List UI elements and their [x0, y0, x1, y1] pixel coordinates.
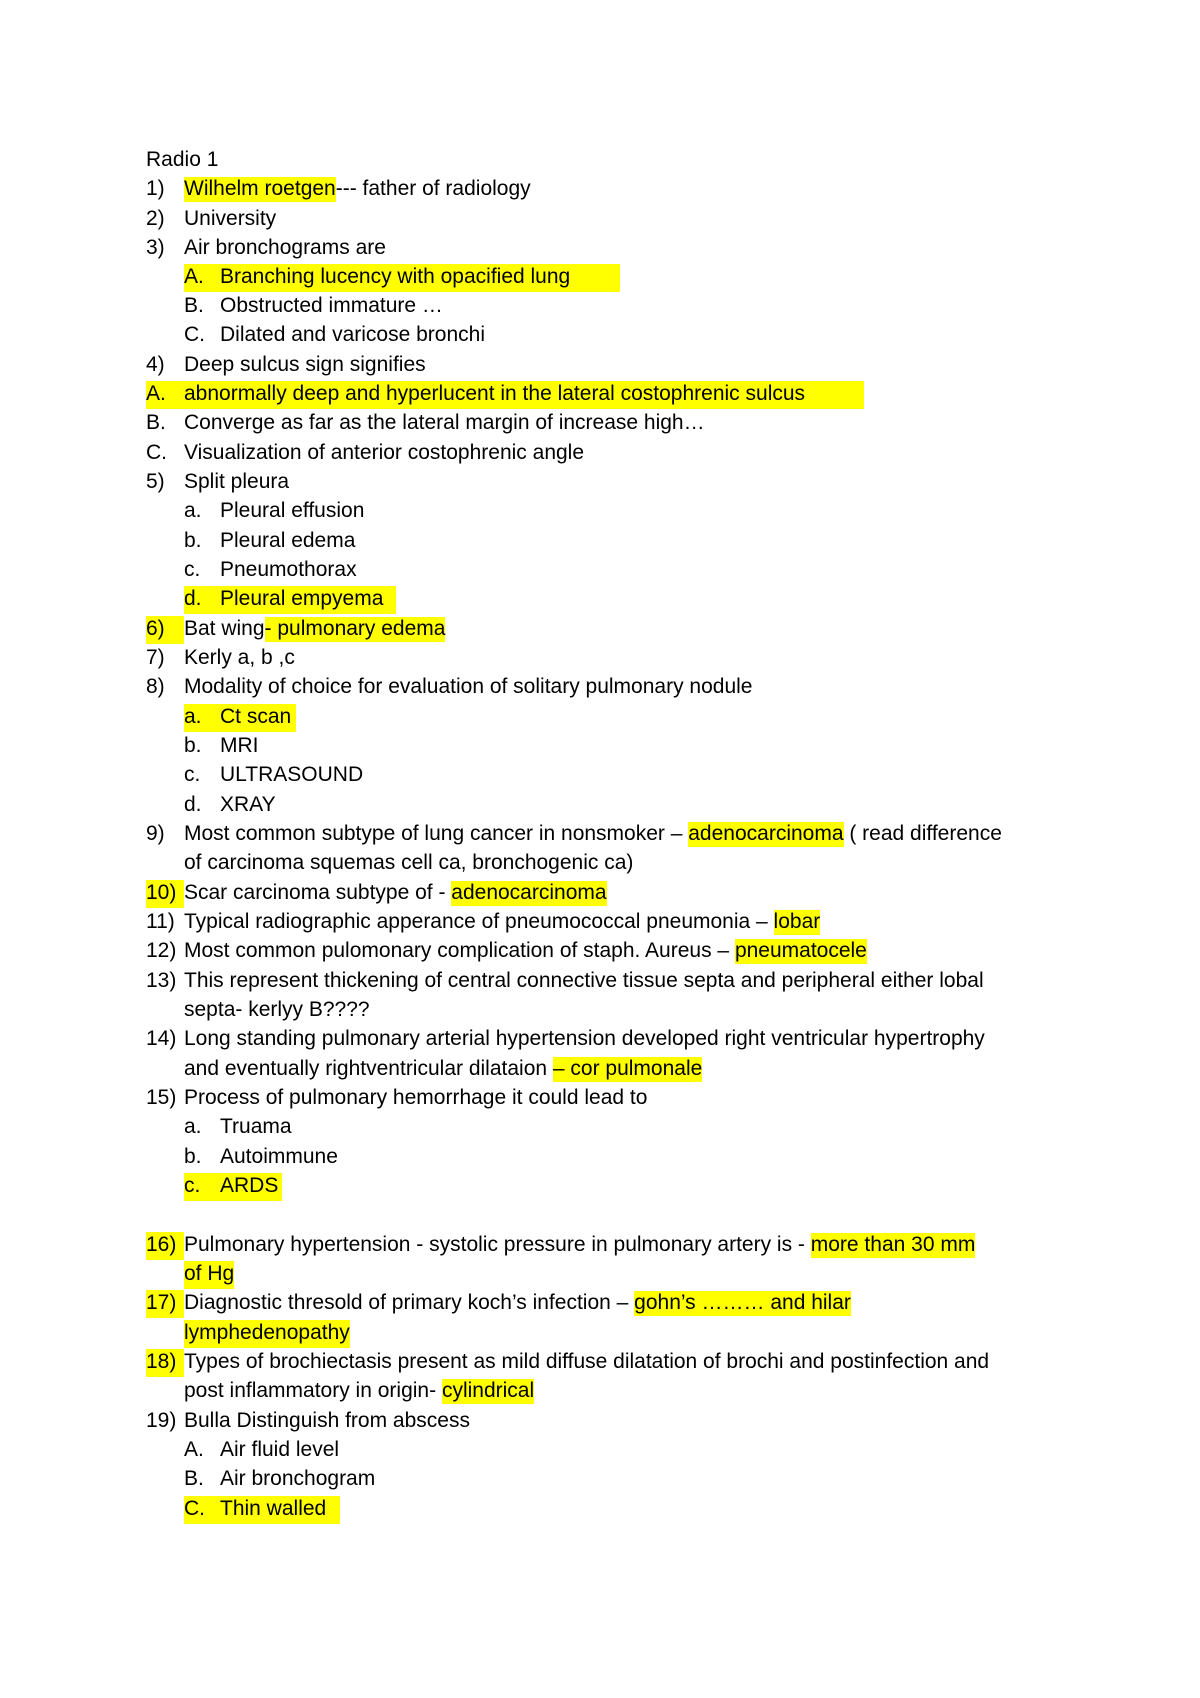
question-text: Long standing pulmonary arterial hypertension developed right ventricular hypertrophy [184, 1027, 985, 1050]
option-marker: B. [184, 294, 204, 317]
option-marker: d. [184, 587, 202, 610]
option-marker: C. [146, 441, 167, 464]
question-number: 1) [146, 177, 165, 200]
question-text: of carcinoma squemas cell ca, bronchogenic ca) [184, 851, 634, 874]
option-marker: B. [184, 1467, 204, 1490]
option-marker: c. [184, 763, 201, 786]
answer-highlight: – cor pulmonale [552, 1057, 703, 1080]
question-text: Process of pulmonary hemorrhage it could lead to [184, 1086, 648, 1109]
question-text: Most common pulomonary complication of staph. Aureus – [184, 939, 735, 962]
answer-highlight [184, 1173, 282, 1201]
option-text: Visualization of anterior costophrenic angle [184, 441, 585, 464]
option-marker: d. [184, 793, 202, 816]
question-text: Typical radiographic apperance of pneumococcal pneumonia – [184, 910, 774, 933]
option-marker: a. [184, 1115, 202, 1138]
answer-highlight: Wilhelm roetgen [184, 177, 336, 200]
option-text: MRI [220, 734, 259, 757]
question-number: 7) [146, 646, 165, 669]
answer-highlight: adenocarcinoma [451, 881, 607, 904]
question-number: 3) [146, 236, 165, 259]
option-text: abnormally deep and hyperlucent in the lateral costophrenic sulcus [184, 382, 806, 405]
question-number: 8) [146, 675, 165, 698]
question-text: Bulla Distinguish from abscess [184, 1409, 470, 1432]
question-number: 15) [146, 1086, 177, 1109]
question-number: 9) [146, 822, 165, 845]
option-marker: B. [146, 411, 166, 434]
question-text: Kerly a, b ,c [184, 646, 295, 669]
question-number: 6) [146, 616, 184, 644]
question-number: 4) [146, 353, 165, 376]
question-number: 2) [146, 207, 165, 230]
option-marker: a. [184, 705, 202, 728]
answer-highlight [184, 586, 396, 614]
option-marker: C. [184, 1497, 205, 1520]
question-text: ( read difference [843, 822, 1002, 845]
option-text: ULTRASOUND [220, 763, 364, 786]
answer-highlight: of Hg [184, 1261, 234, 1289]
question-text: Types of brochiectasis present as mild diffuse dilatation of brochi and postinfection and [184, 1350, 990, 1373]
question-text: University [184, 207, 277, 230]
answer-highlight: pneumatocele [734, 939, 867, 962]
option-text: Autoimmune [220, 1145, 338, 1168]
option-text: Pneumothorax [220, 558, 357, 581]
option-marker: b. [184, 734, 202, 757]
answer-highlight: more than 30 mm [810, 1233, 976, 1256]
document-title: Radio 1 [146, 148, 219, 171]
option-text: Dilated and varicose bronchi [220, 323, 485, 346]
question-number: 12) [146, 939, 177, 962]
question-text: Split pleura [184, 470, 290, 493]
answer-highlight: lymphedenopathy [184, 1320, 350, 1348]
option-text: XRAY [220, 793, 276, 816]
question-text: --- father of radiology [335, 177, 531, 200]
question-number: 11) [146, 910, 175, 933]
answer-highlight: adenocarcinoma [688, 822, 844, 845]
option-marker: C. [184, 323, 205, 346]
option-marker: c. [184, 1174, 201, 1197]
option-text: Air fluid level [220, 1438, 340, 1461]
option-text: Pleural edema [220, 529, 356, 552]
answer-highlight: gohn’s ……… and hilar [634, 1291, 851, 1314]
option-marker: a. [184, 499, 202, 522]
option-text: Pleural empyema [220, 587, 384, 610]
question-number: 14) [146, 1027, 177, 1050]
answer-highlight: - pulmonary edema [264, 617, 446, 640]
question-text: This represent thickening of central connective tissue septa and peripheral either lobal [184, 969, 984, 992]
question-number: 5) [146, 470, 165, 493]
answer-highlight: cylindrical [441, 1379, 535, 1402]
question-number: 19) [146, 1409, 177, 1432]
option-text: Obstructed immature … [220, 294, 443, 317]
question-number: 16) [146, 1232, 184, 1260]
answer-highlight [184, 1496, 340, 1524]
answer-highlight: lobar [773, 910, 821, 933]
question-number: 18) [146, 1349, 184, 1377]
question-number: 13) [146, 969, 177, 992]
question-text: Most common subtype of lung cancer in nonsmoker – [184, 822, 689, 845]
option-text: Thin walled [220, 1497, 327, 1520]
option-text: ARDS [220, 1174, 279, 1197]
question-text: Modality of choice for evaluation of solitary pulmonary nodule [184, 675, 753, 698]
question-text: septa- kerlyy B???? [184, 998, 370, 1021]
answer-highlight [146, 381, 864, 409]
option-marker: b. [184, 1145, 202, 1168]
option-marker: A. [146, 382, 166, 405]
question-text: and eventually rightventricular dilataion [184, 1057, 553, 1080]
question-text: Bat wing [184, 617, 265, 640]
option-text: Converge as far as the lateral margin of increase high… [184, 411, 705, 434]
question-text: Diagnostic thresold of primary koch’s infection – [184, 1291, 635, 1314]
question-number: 10) [146, 880, 184, 908]
answer-highlight [184, 704, 296, 732]
option-marker: A. [184, 1438, 204, 1461]
question-text: Scar carcinoma subtype of - [184, 881, 452, 904]
option-text: Truama [220, 1115, 292, 1138]
question-text: Air bronchograms are [184, 236, 386, 259]
option-marker: A. [184, 265, 204, 288]
question-text: Deep sulcus sign signifies [184, 353, 426, 376]
question-text: Pulmonary hypertension - systolic pressure in pulmonary artery is - [184, 1233, 811, 1256]
option-text: Air bronchogram [220, 1467, 376, 1490]
option-marker: c. [184, 558, 201, 581]
option-text: Branching lucency with opacified lung [220, 265, 571, 288]
question-text: post inflammatory in origin- [184, 1379, 442, 1402]
option-text: Pleural effusion [220, 499, 365, 522]
question-number: 17) [146, 1290, 184, 1318]
answer-highlight [184, 264, 620, 292]
option-marker: b. [184, 529, 202, 552]
option-text: Ct scan [220, 705, 292, 728]
